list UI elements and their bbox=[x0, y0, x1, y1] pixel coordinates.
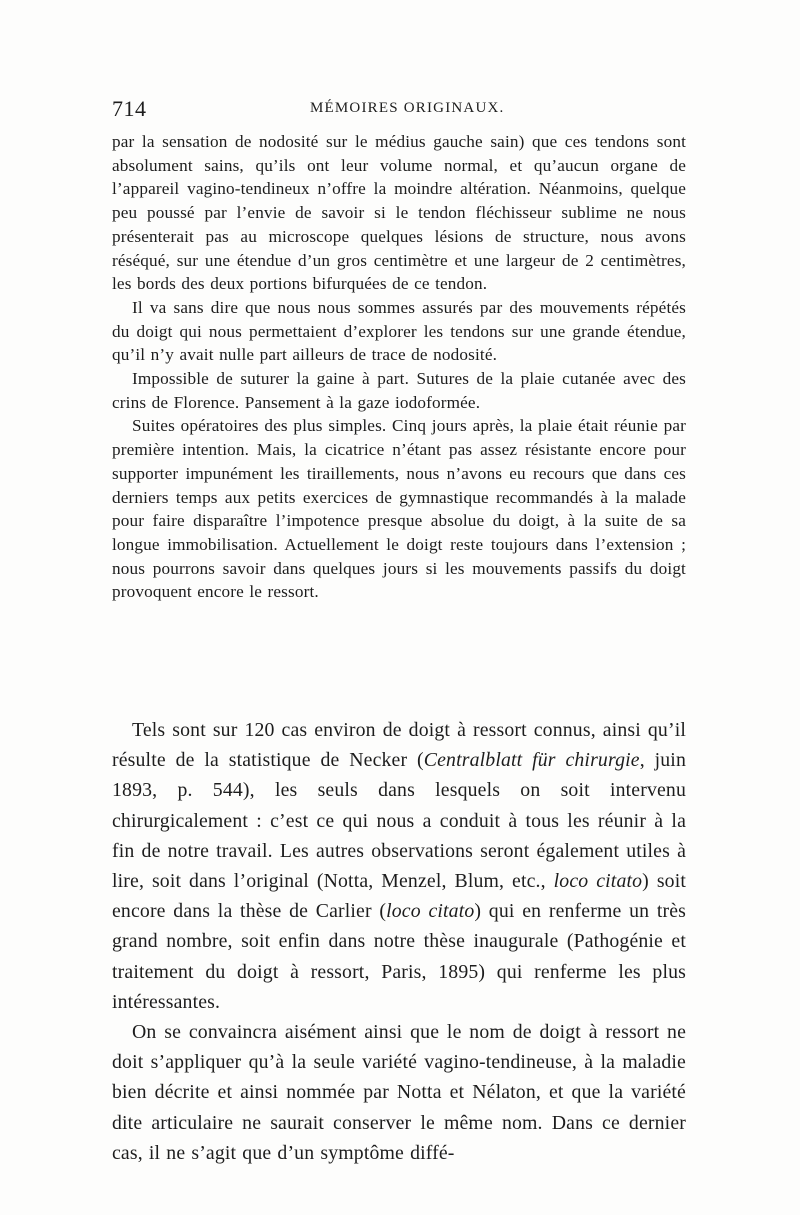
running-head: MÉMOIRES ORIGINAUX. bbox=[310, 100, 505, 116]
text-run: ) qui en renferme un très grand nombre, soit enfin dans notre thèse inaugurale (Pathogénie et traitement du doigt à ressort, Paris, 1895) qui renferme les plus intéressantes. bbox=[112, 900, 687, 1013]
page-header bbox=[112, 96, 702, 126]
citation-loco-citato: loco citato bbox=[553, 870, 643, 893]
citation-loco-citato: loco citato bbox=[386, 900, 475, 923]
text-run: ) soit encore dans la thèse de Carlier ( bbox=[112, 870, 686, 923]
paragraph-sutures: Impossible de suturer la gaine à part. Sutures de la plaie cutanée avec des crins de Florence. Pansement à la gaze iodoformée. bbox=[112, 369, 686, 412]
paragraph-tendon-check: Il va sans dire que nous nous sommes assurés par des mouvements répétés du doigt qui nous permettaient d’explorer les tendons sur une grande étendue, qu’il n’y avait nulle part ailleurs de trace de nodosité. bbox=[112, 297, 686, 365]
paragraph-postoperative: Suites opératoires des plus simples. Cinq jours après, la plaie était réunie par première intention. Mais, la cicatrice n’étant pas assez résistante encore pour supporter impunément les tiraillements, nous n’avons eu recours que dans ces derniers temps aux petits exercices de gymnastique recommandés à la malade pour faire disparaître l’impotence presque absolue du doigt, à la suite de sa longue immobilisation. Actuellement le doigt reste toujours dans l’extension ; nous pourrons savoir dans quelques jours si les mouvements passifs du doigt provoquent encore le ressort. bbox=[112, 416, 686, 602]
observation-text bbox=[112, 130, 686, 604]
text-run: Tels sont sur 120 cas environ de doigt à ressort connus, ainsi qu’il résulte de la statistique de Necker ( bbox=[112, 719, 686, 772]
paragraph-conclusion: On se convaincra aisément ainsi que le nom de doigt à ressort ne doit s’appliquer qu’à la seule variété vagino-tendineuse, à la maladie bien décrite et ainsi nommée par Notta et Nélaton, et que la variété dite articulaire ne saurait conserver le même nom. Dans ce dernier cas, il ne s’agit que d’un symptôme diffé- bbox=[112, 1021, 686, 1164]
main-text bbox=[112, 715, 686, 1168]
paragraph-continuation: par la sensation de nodosité sur le médius gauche sain) que ces tendons sont absolument sains, qu’ils ont leur volume normal, et qu’aucun organe de l’appareil vagino-tendineux n’offre la moindre altération. Néanmoins, quelque peu poussé par l’envie de savoir si le tendon fléchisseur sublime ne nous présenterait pas au microscope quelques lésions de structure, nous avons réséqué, sur une étendue d’un gros centimètre et une largeur de 2 centimètres, les bords des deux portions bifurquées de ce tendon. bbox=[112, 132, 686, 294]
page-number: 714 bbox=[112, 96, 147, 121]
text-run: , juin 1893, p. 544), les seuls dans lesquels on soit intervenu chirurgicalement : c’est ce qui nous a conduit à tous les réunir à la fin de notre travail. Les autres observations seront également utiles à lire, soit dans l’original (Notta, Menzel, Blum, etc., bbox=[112, 749, 686, 893]
citation-centralblatt: Centralblatt für chirurgie bbox=[423, 749, 640, 772]
paragraph-statistics bbox=[112, 715, 686, 1017]
